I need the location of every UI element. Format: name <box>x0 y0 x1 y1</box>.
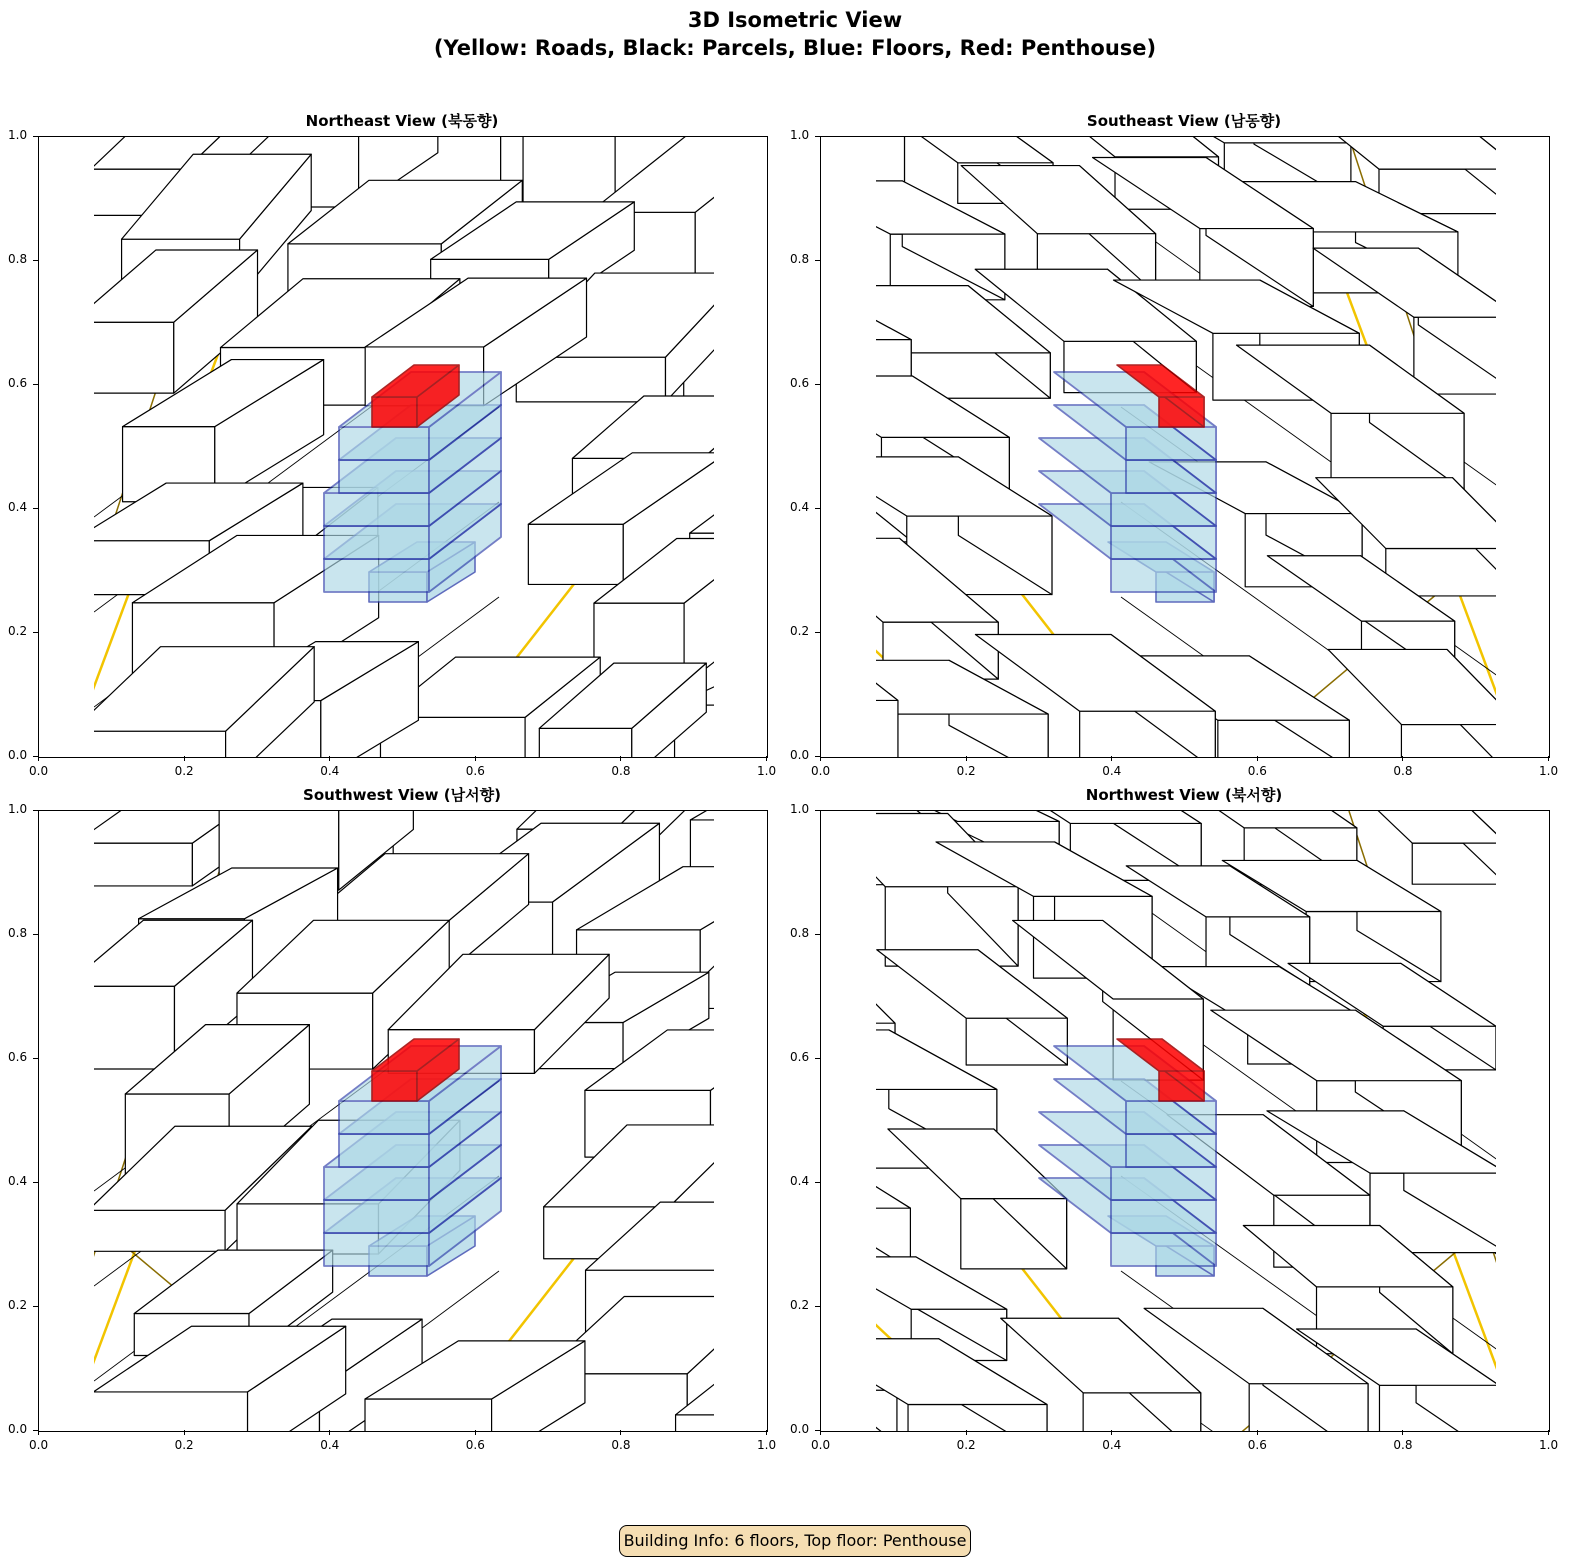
x-tick-mark <box>38 1430 39 1435</box>
parcel-building-side-face <box>821 381 845 497</box>
x-tick-mark <box>820 756 821 761</box>
parcel-building-top-face <box>1328 649 1520 724</box>
y-tick-label: 0.2 <box>8 624 28 638</box>
y-tick-mark <box>815 934 820 935</box>
parcel-building <box>821 1235 859 1351</box>
parcel-building-side-face <box>821 1235 859 1351</box>
floor-3-front-face <box>324 493 429 526</box>
scene-southeast <box>821 137 1549 757</box>
parcel-building <box>690 811 767 875</box>
x-tick-mark <box>766 756 767 761</box>
x-tick-mark <box>1111 1430 1112 1435</box>
x-tick-label: 1.0 <box>1539 764 1559 778</box>
x-tick-mark <box>1402 756 1403 761</box>
y-tick-mark <box>33 136 38 137</box>
scene-clip-group <box>821 137 1541 757</box>
y-tick-mark <box>815 1306 820 1307</box>
x-tick-mark <box>620 756 621 761</box>
parcel-building-top-face <box>821 660 1048 714</box>
x-tick-mark <box>184 1430 185 1435</box>
y-tick-mark <box>815 810 820 811</box>
x-tick-label: 0.6 <box>1247 764 1267 778</box>
y-tick-label: 0.0 <box>8 1422 28 1436</box>
y-tick-label: 0.4 <box>790 500 810 514</box>
y-tick-mark <box>33 1182 38 1183</box>
parcel-building <box>821 381 845 497</box>
x-tick-label: 0.6 <box>465 1438 485 1452</box>
parcel-building-side-face <box>821 535 843 682</box>
y-tick-label: 1.0 <box>8 802 28 816</box>
y-tick-mark <box>33 1306 38 1307</box>
parcel-building-front-face <box>1401 725 1520 757</box>
y-tick-label: 0.8 <box>8 252 28 266</box>
parcel-building <box>821 816 868 977</box>
parcel-building-top-face <box>821 1235 859 1311</box>
y-tick-label: 0.6 <box>790 1050 810 1064</box>
parcel-building-front-face <box>72 322 174 393</box>
x-tick-mark <box>766 1430 767 1435</box>
y-tick-label: 0.0 <box>8 748 28 762</box>
y-tick-label: 0.0 <box>790 1422 810 1436</box>
parcel-building-top-face <box>821 381 845 436</box>
parcel-building-front-face <box>821 899 868 976</box>
penthouse-front-face <box>372 1071 417 1101</box>
scene-southwest <box>39 811 767 1431</box>
x-tick-label: 0.0 <box>811 764 831 778</box>
parcel-building-top-face <box>821 153 851 226</box>
floor-2-front-face <box>324 1200 429 1233</box>
y-tick-label: 0.8 <box>790 252 810 266</box>
parcel-building-front-face <box>821 597 843 681</box>
parcel-building-front-face <box>528 524 623 584</box>
x-tick-mark <box>1402 1430 1403 1435</box>
parcel-building-front-face <box>821 435 845 496</box>
panel-title-southeast: Southeast View (남동향) <box>1086 112 1282 130</box>
parcel-building-front-face <box>722 1301 767 1363</box>
x-tick-label: 0.2 <box>174 764 194 778</box>
parcel-building-front-face <box>821 1123 853 1165</box>
building-info-box: Building Info: 6 floors, Top floor: Penthouse <box>619 1525 971 1557</box>
x-tick-mark <box>184 756 185 761</box>
x-tick-label: 0.4 <box>1102 1438 1122 1452</box>
parcel-building-top-face <box>737 557 767 612</box>
y-tick-label: 1.0 <box>8 128 28 142</box>
y-tick-mark <box>815 1058 820 1059</box>
scene-clip-group <box>69 137 767 757</box>
y-tick-label: 0.2 <box>790 624 810 638</box>
parcel-building <box>737 557 767 674</box>
x-tick-mark <box>329 1430 330 1435</box>
parcel-building <box>724 1026 767 1158</box>
parcel-building-side-face <box>710 1030 767 1157</box>
parcel-building-front-face <box>93 1392 247 1431</box>
x-tick-mark <box>475 756 476 761</box>
parcel-building-top-face <box>821 950 895 1024</box>
x-tick-mark <box>1111 756 1112 761</box>
parcel-building <box>1328 649 1520 757</box>
x-tick-label: 1.0 <box>757 1438 777 1452</box>
y-tick-mark <box>33 384 38 385</box>
panel-title-southwest: Southwest View (남서향) <box>303 786 501 804</box>
parcel-building <box>729 844 767 972</box>
parcel-building-top-face <box>724 1026 767 1106</box>
parcel-building-front-face <box>732 418 767 489</box>
y-tick-mark <box>33 632 38 633</box>
x-tick-label: 0.4 <box>1102 764 1122 778</box>
floor-1-front-face <box>324 559 429 592</box>
parcel-building-top-face <box>1016 137 1218 157</box>
parcel-building-front-face <box>737 613 767 674</box>
y-tick-label: 0.4 <box>8 500 28 514</box>
x-tick-mark <box>1257 1430 1258 1435</box>
parcel-building-top-face <box>821 457 1052 516</box>
parcel-building <box>821 660 1048 757</box>
y-tick-mark <box>815 632 820 633</box>
parcel-building-top-face <box>821 1053 853 1124</box>
parcel-building-top-face <box>722 1232 767 1301</box>
floor-4-front-face <box>339 1134 429 1167</box>
parcel-building-top-face <box>821 1339 1047 1405</box>
x-tick-label: 0.0 <box>811 1438 831 1452</box>
x-tick-label: 0.4 <box>320 764 340 778</box>
axes-southwest <box>38 810 768 1432</box>
scene-northwest <box>821 811 1549 1431</box>
y-tick-mark <box>33 508 38 509</box>
parcel-building-front-face <box>821 1311 859 1351</box>
y-tick-mark <box>33 934 38 935</box>
y-tick-mark <box>815 384 820 385</box>
y-tick-label: 0.0 <box>790 748 810 762</box>
parcel-building-side-face <box>821 153 851 292</box>
x-tick-mark <box>620 1430 621 1435</box>
x-tick-mark <box>1257 756 1258 761</box>
x-tick-label: 0.0 <box>29 1438 49 1452</box>
y-tick-label: 0.6 <box>8 1050 28 1064</box>
x-tick-label: 0.2 <box>956 1438 976 1452</box>
parcel-building-front-face <box>65 986 174 1069</box>
x-tick-label: 0.4 <box>320 1438 340 1452</box>
parcel-building-top-face <box>572 396 767 458</box>
parcel-building-front-face <box>523 137 615 203</box>
y-tick-mark <box>33 810 38 811</box>
y-tick-label: 0.8 <box>790 926 810 940</box>
parcel-building-top-face <box>690 811 767 820</box>
floor-2-front-face <box>324 526 429 559</box>
parcel-building <box>821 153 851 292</box>
y-tick-mark <box>815 508 820 509</box>
figure-title-line-2: (Yellow: Roads, Black: Parcels, Blue: Floors, Red: Penthouse) <box>433 36 1157 60</box>
y-tick-mark <box>815 1430 820 1431</box>
main-building <box>1039 365 1216 602</box>
parcel-building-front-face <box>676 1415 767 1431</box>
y-tick-label: 0.2 <box>790 1298 810 1312</box>
parcel-building-front-face <box>539 728 631 757</box>
y-tick-mark <box>33 756 38 757</box>
x-tick-label: 0.8 <box>1393 1438 1413 1452</box>
parcel-building <box>745 157 767 308</box>
axes-southeast <box>820 136 1550 758</box>
y-tick-label: 0.8 <box>8 926 28 940</box>
x-tick-label: 0.0 <box>29 764 49 778</box>
parcel-building-front-face <box>745 224 767 308</box>
axes-northwest <box>820 810 1550 1432</box>
y-tick-mark <box>815 756 820 757</box>
parcel-building <box>93 1326 345 1431</box>
panel-title-northeast: Northeast View (북동향) <box>305 112 499 130</box>
parcel-building-side-face <box>821 816 868 977</box>
scene-clip-group <box>65 811 767 1431</box>
x-tick-mark <box>475 1430 476 1435</box>
x-tick-label: 1.0 <box>757 764 777 778</box>
x-tick-label: 0.6 <box>1247 1438 1267 1452</box>
parcel-building-side-face <box>821 1053 853 1166</box>
parcel-building-front-face <box>365 1399 492 1431</box>
figure-title-line-1: 3D Isometric View <box>687 8 903 32</box>
x-tick-label: 0.6 <box>465 764 485 778</box>
parcel-building-front-face <box>821 226 851 292</box>
y-tick-mark <box>33 1430 38 1431</box>
parcel-building-front-face <box>724 1106 767 1158</box>
x-tick-label: 0.2 <box>956 764 976 778</box>
parcel-building <box>821 535 843 682</box>
x-tick-label: 0.8 <box>611 764 631 778</box>
y-tick-label: 0.2 <box>8 1298 28 1312</box>
y-tick-label: 0.4 <box>790 1174 810 1188</box>
x-tick-mark <box>1548 756 1549 761</box>
parcel-building-top-face <box>544 1125 753 1207</box>
parcel-building-front-face <box>72 731 226 757</box>
floor-5-front-face <box>339 427 429 460</box>
x-tick-mark <box>329 756 330 761</box>
x-tick-mark <box>820 1430 821 1435</box>
y-tick-label: 1.0 <box>790 802 810 816</box>
y-tick-mark <box>33 1058 38 1059</box>
floor-1-front-face <box>324 1233 429 1266</box>
parcel-building-front-face <box>88 1210 225 1251</box>
x-tick-label: 0.2 <box>174 1438 194 1452</box>
x-tick-mark <box>38 756 39 761</box>
parcel-building-top-face <box>821 535 843 597</box>
x-tick-label: 0.8 <box>611 1438 631 1452</box>
parcel-building-top-face <box>821 816 868 900</box>
floor-4-front-face <box>339 460 429 493</box>
scene-clip-group <box>821 811 1541 1431</box>
floor-3-front-face <box>324 1167 429 1200</box>
parcel-building <box>888 1129 1067 1269</box>
y-tick-label: 0.6 <box>8 376 28 390</box>
y-tick-label: 0.6 <box>790 376 810 390</box>
parcel-building <box>722 1232 767 1363</box>
x-tick-mark <box>966 756 967 761</box>
scene-northeast <box>39 137 767 757</box>
parcel-building-top-face <box>729 844 767 922</box>
parcel-building <box>821 1339 1047 1431</box>
parcel-building <box>732 354 767 489</box>
y-tick-mark <box>815 136 820 137</box>
parcel-building-side-face <box>726 1202 767 1347</box>
y-tick-mark <box>815 1182 820 1183</box>
parcel-building <box>821 1053 853 1166</box>
y-tick-label: 1.0 <box>790 128 810 142</box>
x-tick-mark <box>1548 1430 1549 1435</box>
parcel-building-top-face <box>745 157 767 225</box>
parcel-building-top-face <box>732 354 767 418</box>
y-tick-label: 0.4 <box>8 1174 28 1188</box>
x-tick-mark <box>966 1430 967 1435</box>
y-tick-mark <box>33 260 38 261</box>
parcel-building-front-face <box>729 922 767 971</box>
panel-title-northwest: Northwest View (북서향) <box>1085 786 1283 804</box>
main-building <box>324 1039 501 1276</box>
axes-northeast <box>38 136 768 758</box>
x-tick-label: 1.0 <box>1539 1438 1559 1452</box>
penthouse-front-face <box>372 397 417 427</box>
y-tick-mark <box>815 260 820 261</box>
x-tick-label: 0.8 <box>1393 764 1413 778</box>
parcel-building-top-face <box>1001 1318 1201 1393</box>
parcel-building-front-face <box>75 843 193 886</box>
floor-5-front-face <box>339 1101 429 1134</box>
